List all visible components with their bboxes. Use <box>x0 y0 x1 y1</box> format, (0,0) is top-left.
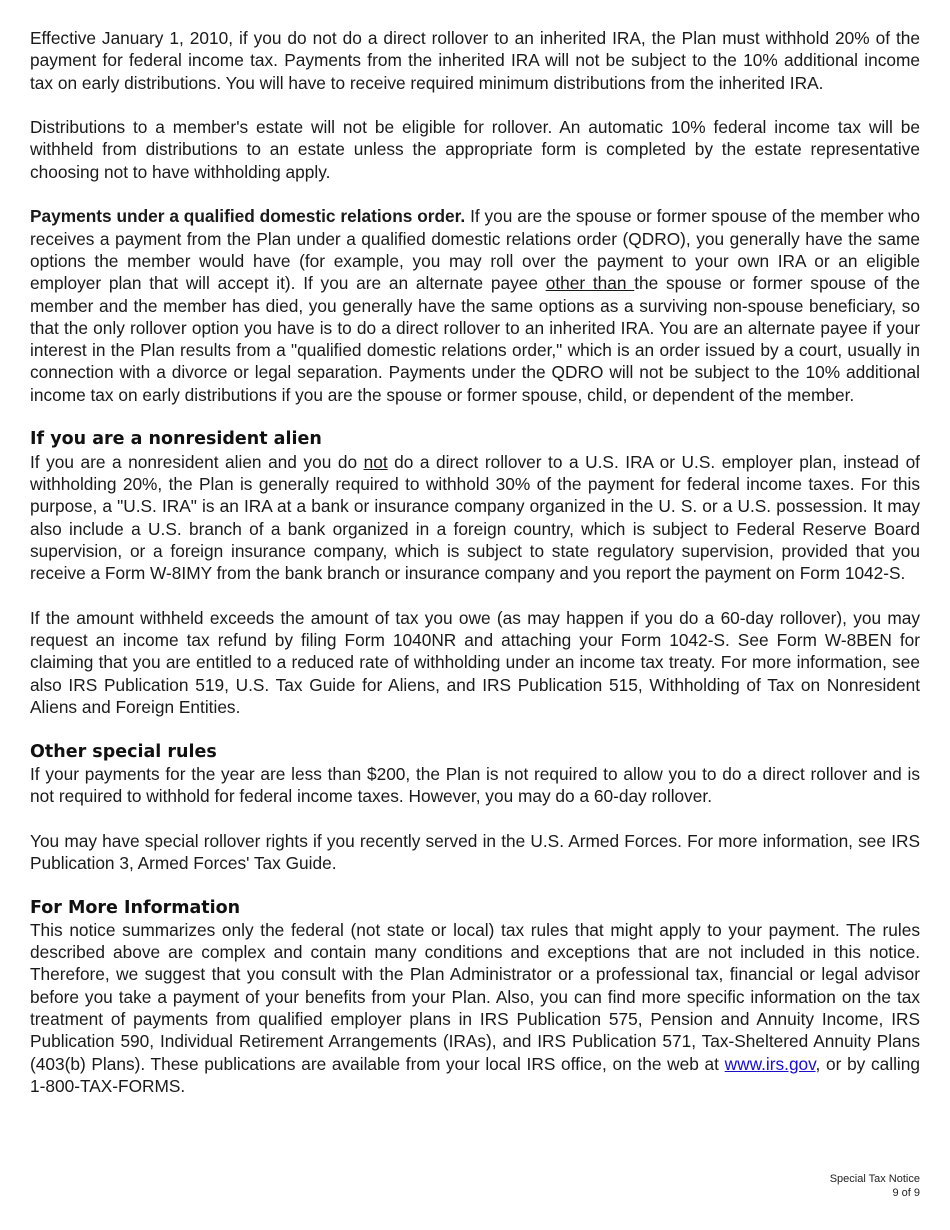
armed-forces-paragraph: You may have special rollover rights if you recently served in the U.S. Armed Forces. For more information, see IRS Publication 3, Armed Forces' Tax Guide. <box>30 830 920 873</box>
qdro-text-a: If you are the spouse or former spouse of the member who receives a payment from the Plan under a qualified domestic relations order (QDRO), you generally have the same options the member would have (for example, you may roll over the payment to your own IRA or an eligible employer plan that will accept it). If you are an alternate payee <box>30 206 920 294</box>
qdro-text-b: the spouse or former spouse of the member and the member has died, you generally have the same options as a surviving non-spouse beneficiary, so that the only rollover option you have is to do a direct rollover to an inherited IRA. You are an alternate payee if your interest in the Plan results from a "qualified domestic relations order," which is an order issued by a court, usually in connection with a divorce or legal separation. Payments under the QDRO will not be subject to the 10% additional income tax on early distributions if you are the spouse or former spouse, child, or dependent of the member. <box>30 273 920 405</box>
document-body <box>30 27 920 1120</box>
qdro-paragraph <box>30 205 920 406</box>
nonresident-text-a: If you are a nonresident alien and you do <box>30 451 364 472</box>
nonresident-text-b: do a direct rollover to a U.S. IRA or U.S. employer plan, instead of withholding 20%, the Plan is generally required to withhold 30% of the payment for federal income taxes. For this purpose, a "U.S. IRA" is an IRA at a bank or insurance company organized in the U. S. or a U.S. possession. It may also include a U.S. branch of a bank organized in a foreign country, which is subject to Federal Reserve Board supervision, or a foreign insurance company, which is subject to state regulatory supervision, provided that you receive a Form W-8IMY from the bank branch or insurance company and you report the payment on Form 1042-S. <box>30 451 920 584</box>
small-payments-paragraph: If your payments for the year are less than $200, the Plan is not required to allow you to do a direct rollover and is not required to withhold for federal income taxes. However, you may do a 60-day rollover. <box>30 763 920 807</box>
qdro-title: Payments under a qualified domestic relations order. <box>30 206 466 227</box>
nonresident-underlined: not <box>363 451 388 472</box>
page-footer <box>830 1173 920 1200</box>
footer-title: Special Tax Notice <box>829 1173 920 1185</box>
more-info-heading: For More Information <box>30 897 241 918</box>
more-info-text-a: This notice summarizes only the federal (not state or local) tax rules that might apply to your payment. The rules described above are complex and contain many conditions and exceptions that are not included in this notice. Therefore, we suggest that you consult with the Plan Administrator or a professional tax, financial or legal advisor before you take a payment of your benefits from your Plan. Also, you can find more specific information on the tax treatment of payments from qualified employer plans in IRS Publication 575, Pension and Annuity Income, IRS Publication 590, Individual Retirement Arrangements (IRAs), and IRS Publication 571, Tax-Sheltered Annuity Plans (403(b) Plans). These publications are available from your local IRS office, on the web at <box>30 919 920 1074</box>
estate-distribution-paragraph: Distributions to a member's estate will not be eligible for rollover. An automatic 10% federal income tax will be withheld from distributions to an estate unless the appropriate form is completed by the estate representative choosing not to have withholding apply. <box>30 117 920 182</box>
page-number: 9 of 9 <box>892 1186 920 1199</box>
inherited-ira-paragraph: Effective January 1, 2010, if you do not do a direct rollover to an inherited IRA, the Plan must withhold 20% of the payment for federal income tax. Payments from the inherited IRA will not be subject to the 10% additional income tax on early distributions. You will have to receive required minimum distributions from the inherited IRA. <box>30 28 920 93</box>
nonresident-paragraph <box>30 451 920 585</box>
qdro-underlined: other than <box>545 273 635 294</box>
irs-gov-link[interactable]: www.irs.gov <box>724 1053 816 1074</box>
more-info-text-b: , or by calling 1-800-TAX-FORMS. <box>30 1053 920 1096</box>
more-info-paragraph <box>30 919 920 1097</box>
refund-paragraph: If the amount withheld exceeds the amount of tax you owe (as may happen if you do a 60-day rollover), you may request an income tax refund by filing Form 1040NR and attaching your Form 1042-S. See Form W-8BEN for claiming that you are entitled to a reduced rate of withholding under an income tax treaty. For more information, see also IRS Publication 519, U.S. Tax Guide for Aliens, and IRS Publication 515, Withholding of Tax on Nonresident Aliens and Foreign Entities. <box>30 607 920 717</box>
special-rules-heading: Other special rules <box>30 741 217 762</box>
nonresident-heading: If you are a nonresident alien <box>30 429 322 450</box>
